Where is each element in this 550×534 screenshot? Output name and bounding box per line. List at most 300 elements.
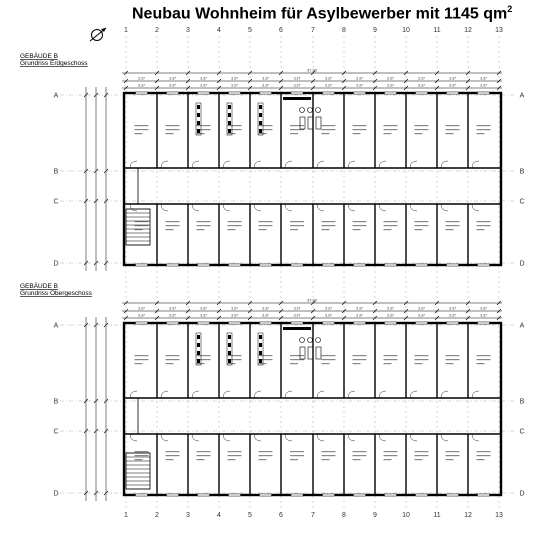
bay-dimension-label: 3.37 bbox=[480, 313, 487, 318]
room-label-mark bbox=[384, 451, 398, 452]
table bbox=[308, 117, 313, 129]
window bbox=[136, 322, 148, 324]
axis-letter-label: C bbox=[53, 198, 59, 206]
bay-dimension-label: 3.37 bbox=[480, 306, 487, 311]
room-label-mark bbox=[228, 225, 242, 226]
room-label-mark bbox=[415, 129, 429, 130]
room-label-mark bbox=[322, 125, 336, 126]
bay-dimension-label: 3.37 bbox=[200, 313, 207, 318]
fixture-mark bbox=[259, 351, 262, 355]
bay-dimension-label: 3.37 bbox=[262, 306, 269, 311]
bay-dimension-label: 3.37 bbox=[293, 76, 301, 81]
window bbox=[229, 322, 241, 324]
axis-letter-label: C bbox=[519, 428, 525, 436]
stair-core bbox=[126, 209, 150, 245]
room-label-mark bbox=[384, 221, 398, 222]
bay-dimension-label: 3.37 bbox=[138, 76, 145, 81]
room-label-mark bbox=[197, 229, 205, 230]
room-label-mark bbox=[322, 359, 336, 360]
room-label-mark bbox=[166, 133, 174, 134]
room-label-mark bbox=[446, 363, 454, 364]
room-label-mark bbox=[228, 355, 242, 356]
room-label-mark bbox=[415, 229, 423, 230]
fixture-mark bbox=[259, 121, 262, 125]
room-label-mark bbox=[322, 455, 336, 456]
room-label-mark bbox=[384, 229, 392, 230]
room-label-mark bbox=[322, 221, 336, 222]
window bbox=[198, 264, 210, 266]
door-swing bbox=[192, 161, 199, 168]
room-label-mark bbox=[197, 125, 211, 126]
window bbox=[478, 494, 490, 496]
fixture-mark bbox=[259, 343, 262, 347]
bay-dimension-label: 3.37 bbox=[200, 306, 207, 311]
window bbox=[323, 92, 335, 94]
window bbox=[229, 494, 241, 496]
axis-number-label: 6 bbox=[279, 512, 283, 519]
bay-dimension-label: 3.37 bbox=[231, 313, 238, 318]
window bbox=[198, 322, 210, 324]
window bbox=[136, 92, 148, 94]
room-label-mark bbox=[166, 455, 180, 456]
door-swing bbox=[348, 161, 355, 168]
door-swing bbox=[192, 434, 199, 441]
room-label-mark bbox=[166, 125, 180, 126]
room-label-mark bbox=[228, 221, 242, 222]
window bbox=[385, 322, 397, 324]
bay-dimension-label: 3.37 bbox=[169, 313, 176, 318]
window bbox=[136, 494, 148, 496]
fixture-mark bbox=[197, 121, 200, 125]
room-label-mark bbox=[166, 229, 174, 230]
room-label-mark bbox=[166, 221, 180, 222]
bay-dimension-label: 3.37 bbox=[325, 313, 332, 318]
table bbox=[316, 347, 321, 359]
door-swing bbox=[130, 391, 137, 398]
room-label-mark bbox=[446, 455, 460, 456]
door-swing bbox=[317, 434, 324, 441]
bay-dimension-label: 3.37 bbox=[356, 313, 363, 318]
room-label-mark bbox=[446, 125, 460, 126]
door-swing bbox=[441, 204, 448, 211]
fixture-mark bbox=[228, 359, 231, 363]
door-swing bbox=[254, 434, 261, 441]
door-swing bbox=[472, 391, 479, 398]
door-swing bbox=[379, 204, 386, 211]
floor-plan-ground-floor bbox=[20, 52, 525, 271]
room-label-mark bbox=[322, 355, 336, 356]
fixture-mark bbox=[197, 113, 200, 117]
window bbox=[198, 494, 210, 496]
room-label-mark bbox=[135, 129, 149, 130]
window bbox=[323, 322, 335, 324]
axis-number-label: 6 bbox=[279, 27, 283, 34]
kitchen-counter bbox=[283, 327, 311, 330]
axis-letter-label: D bbox=[519, 490, 525, 498]
axis-number-label: 9 bbox=[373, 512, 377, 519]
fixture-mark bbox=[197, 335, 200, 339]
axis-letter-label: B bbox=[519, 398, 525, 406]
room-label-mark bbox=[166, 459, 174, 460]
window bbox=[354, 494, 366, 496]
fixture-mark bbox=[228, 121, 231, 125]
door-swing bbox=[254, 204, 261, 211]
bay-dimension-label: 3.37 bbox=[418, 313, 425, 318]
overall-dimension-label: 37.80 bbox=[306, 67, 318, 73]
window bbox=[291, 92, 303, 94]
door-swing bbox=[161, 204, 168, 211]
room-label-mark bbox=[228, 451, 242, 452]
door-swing bbox=[348, 204, 355, 211]
bay-dimension-label: 3.37 bbox=[480, 83, 487, 88]
door-swing bbox=[410, 434, 417, 441]
window bbox=[167, 494, 179, 496]
room-label-mark bbox=[197, 363, 205, 364]
window bbox=[447, 494, 459, 496]
room-label-mark bbox=[446, 229, 454, 230]
room-label-mark bbox=[259, 455, 273, 456]
axis-number-label: 8 bbox=[342, 27, 346, 34]
room-label-mark bbox=[166, 363, 174, 364]
room-label-mark bbox=[477, 455, 491, 456]
room-label-mark bbox=[197, 455, 211, 456]
window bbox=[478, 264, 490, 266]
table bbox=[300, 347, 305, 359]
floor-plan-upper-floor bbox=[20, 282, 525, 501]
door-swing bbox=[223, 204, 230, 211]
door-swing bbox=[379, 434, 386, 441]
room-label-mark bbox=[290, 451, 304, 452]
room-label-mark bbox=[228, 229, 236, 230]
room-label-mark bbox=[477, 451, 491, 452]
room-label-mark bbox=[477, 355, 491, 356]
door-swing bbox=[285, 161, 292, 168]
axis-number-label: 11 bbox=[433, 512, 441, 519]
room-label-mark bbox=[197, 451, 211, 452]
drawing-title: Neubau Wohnheim für Asylbewerber mit 1145 $qm^2$ bbox=[132, 4, 513, 23]
room-label-mark bbox=[135, 363, 143, 364]
room-label-mark bbox=[415, 363, 423, 364]
room-label-mark bbox=[353, 451, 367, 452]
door-swing bbox=[472, 204, 479, 211]
window bbox=[167, 264, 179, 266]
bay-dimension-label: 3.37 bbox=[449, 76, 456, 81]
axis-number-label: 8 bbox=[342, 512, 346, 519]
table-chair bbox=[308, 338, 313, 343]
room-label-mark bbox=[384, 125, 398, 126]
room-label-mark bbox=[353, 125, 367, 126]
room-label-mark bbox=[322, 451, 336, 452]
room-label-mark bbox=[135, 125, 149, 126]
bay-dimension-label: 3.37 bbox=[200, 76, 207, 81]
room-label-mark bbox=[477, 363, 485, 364]
room-label-mark bbox=[290, 229, 298, 230]
room-label-mark bbox=[384, 133, 392, 134]
door-swing bbox=[285, 434, 292, 441]
bay-dimension-label: 3.37 bbox=[138, 306, 145, 311]
bay-dimension-label: 3.37 bbox=[262, 313, 269, 318]
door-swing bbox=[161, 391, 168, 398]
room-label-mark bbox=[166, 451, 180, 452]
window bbox=[260, 322, 272, 324]
window bbox=[416, 264, 428, 266]
room-label-mark bbox=[197, 221, 211, 222]
window bbox=[229, 264, 241, 266]
axis-number-label: 5 bbox=[248, 27, 252, 34]
room-label-mark bbox=[384, 355, 398, 356]
door-swing bbox=[223, 434, 230, 441]
room-label-mark bbox=[353, 225, 367, 226]
fixture-mark bbox=[259, 129, 262, 133]
window bbox=[447, 92, 459, 94]
axis-letter-label: C bbox=[53, 428, 59, 436]
window bbox=[291, 264, 303, 266]
door-swing bbox=[441, 161, 448, 168]
room-label-mark bbox=[259, 363, 267, 364]
door-swing bbox=[472, 161, 479, 168]
room-label-mark bbox=[290, 125, 304, 126]
room-label-mark bbox=[415, 455, 429, 456]
table-chair bbox=[308, 108, 313, 113]
axis-letter-label: D bbox=[53, 490, 59, 498]
fixture-mark bbox=[228, 351, 231, 355]
bay-dimension-label: 3.37 bbox=[387, 76, 394, 81]
bay-dimension-label: 3.37 bbox=[231, 306, 238, 311]
bay-dimension-label: 3.37 bbox=[449, 83, 456, 88]
room-label-mark bbox=[259, 459, 267, 460]
door-swing bbox=[348, 391, 355, 398]
bay-dimension-label: 3.37 bbox=[356, 83, 363, 88]
window bbox=[323, 494, 335, 496]
room-label-mark bbox=[228, 133, 236, 134]
fixture-mark bbox=[197, 105, 200, 109]
room-label-mark bbox=[477, 359, 491, 360]
window bbox=[416, 92, 428, 94]
bay-dimension-label: 3.37 bbox=[262, 83, 269, 88]
room-label-mark bbox=[135, 455, 149, 456]
room-label-mark bbox=[322, 129, 336, 130]
room-label-mark bbox=[290, 133, 298, 134]
axis-letter-label: D bbox=[519, 260, 525, 268]
bay-dimension-label: 3.37 bbox=[449, 313, 456, 318]
room-label-mark bbox=[166, 225, 180, 226]
door-swing bbox=[161, 434, 168, 441]
door-swing bbox=[254, 391, 261, 398]
room-label-mark bbox=[228, 125, 242, 126]
axis-number-label: 7 bbox=[311, 27, 315, 34]
axis-number-row-bottom bbox=[124, 512, 503, 519]
window bbox=[385, 264, 397, 266]
door-swing bbox=[410, 391, 417, 398]
axis-number-label: 4 bbox=[217, 512, 221, 519]
room-label-mark bbox=[290, 225, 304, 226]
room-label-mark bbox=[477, 129, 491, 130]
axis-number-label: 2 bbox=[155, 512, 159, 519]
axis-letter-label: C bbox=[519, 198, 525, 206]
bay-dimension-label: 3.37 bbox=[200, 83, 207, 88]
room-label-mark bbox=[384, 455, 398, 456]
axis-letter-label: A bbox=[519, 92, 525, 100]
room-label-mark bbox=[322, 363, 330, 364]
fixture-mark bbox=[197, 343, 200, 347]
room-label-mark bbox=[353, 221, 367, 222]
room-label-mark bbox=[259, 133, 267, 134]
room-label-mark bbox=[353, 455, 367, 456]
room-label-mark bbox=[322, 459, 330, 460]
window bbox=[478, 322, 490, 324]
door-swing bbox=[317, 204, 324, 211]
axis-number-label: 7 bbox=[311, 512, 315, 519]
fixture-mark bbox=[259, 113, 262, 117]
bay-dimension-label: 3.37 bbox=[231, 83, 238, 88]
window bbox=[291, 322, 303, 324]
axis-number-label: 12 bbox=[464, 512, 472, 519]
window bbox=[260, 494, 272, 496]
door-swing bbox=[130, 204, 137, 211]
room-label-mark bbox=[259, 451, 273, 452]
axis-number-label: 2 bbox=[155, 27, 159, 34]
bay-dimension-label: 3.37 bbox=[387, 313, 394, 318]
axis-number-label: 10 bbox=[402, 27, 410, 34]
room-label-mark bbox=[353, 459, 361, 460]
bay-dimension-label: 3.37 bbox=[418, 76, 425, 81]
table bbox=[300, 117, 305, 129]
room-label-mark bbox=[290, 455, 304, 456]
room-label-mark bbox=[477, 221, 491, 222]
room-label-mark bbox=[322, 133, 330, 134]
axis-number-label: 5 bbox=[248, 512, 252, 519]
bay-dimension-label: 3.37 bbox=[325, 83, 332, 88]
room-label-mark bbox=[353, 129, 367, 130]
room-label-mark bbox=[228, 363, 236, 364]
door-swing bbox=[441, 434, 448, 441]
fixture-mark bbox=[228, 129, 231, 133]
door-swing bbox=[285, 391, 292, 398]
room-label-mark bbox=[166, 129, 180, 130]
room-label-mark bbox=[166, 355, 180, 356]
room-label-mark bbox=[384, 225, 398, 226]
bay-dimension-label: 3.37 bbox=[169, 83, 176, 88]
bay-dimension-label: 3.37 bbox=[138, 83, 145, 88]
bay-dimension-label: 3.37 bbox=[169, 76, 176, 81]
door-swing bbox=[130, 161, 137, 168]
room-label-mark bbox=[477, 459, 485, 460]
room-label-mark bbox=[446, 459, 454, 460]
room-label-mark bbox=[384, 363, 392, 364]
room-label-mark bbox=[290, 459, 298, 460]
room-label-mark bbox=[446, 225, 460, 226]
room-label-mark bbox=[197, 133, 205, 134]
window bbox=[385, 92, 397, 94]
table-chair bbox=[316, 108, 321, 113]
door-swing bbox=[348, 434, 355, 441]
window bbox=[167, 322, 179, 324]
axis-letter-label: B bbox=[53, 168, 59, 176]
room-label-mark bbox=[353, 359, 367, 360]
plan-floor-label: Grundriss Obergeschoss bbox=[20, 290, 92, 297]
window bbox=[260, 92, 272, 94]
door-swing bbox=[130, 434, 137, 441]
window bbox=[136, 264, 148, 266]
window bbox=[416, 322, 428, 324]
plan-building-label: GEBÄUDE B bbox=[20, 53, 58, 60]
room-label-mark bbox=[415, 221, 429, 222]
fixture-mark bbox=[228, 335, 231, 339]
door-swing bbox=[317, 161, 324, 168]
door-swing bbox=[441, 391, 448, 398]
stair-core bbox=[126, 453, 150, 489]
bay-dimension-label: 3.37 bbox=[418, 83, 425, 88]
window bbox=[323, 264, 335, 266]
room-label-mark bbox=[446, 133, 454, 134]
room-label-mark bbox=[415, 359, 429, 360]
room-label-mark bbox=[415, 355, 429, 356]
axis-number-label: 10 bbox=[402, 512, 410, 519]
bay-dimension-label: 3.37 bbox=[231, 76, 238, 81]
room-label-mark bbox=[415, 133, 423, 134]
room-label-mark bbox=[259, 225, 273, 226]
plan-building-label: GEBÄUDE B bbox=[20, 283, 58, 290]
bay-dimension-label: 3.37 bbox=[293, 313, 301, 318]
room-label-mark bbox=[446, 359, 460, 360]
door-swing bbox=[317, 391, 324, 398]
table bbox=[308, 347, 313, 359]
door-swing bbox=[161, 161, 168, 168]
table bbox=[316, 117, 321, 129]
bay-dimension-label: 3.37 bbox=[418, 306, 425, 311]
bay-dimension-label: 3.37 bbox=[293, 83, 301, 88]
room-label-mark bbox=[353, 355, 367, 356]
door-swing bbox=[410, 161, 417, 168]
axis-number-label: 1 bbox=[124, 27, 128, 34]
axis-number-label: 12 bbox=[464, 27, 472, 34]
bay-dimension-label: 3.37 bbox=[387, 83, 394, 88]
window bbox=[385, 494, 397, 496]
fixture-mark bbox=[197, 129, 200, 133]
room-label-mark bbox=[259, 221, 273, 222]
axis-number-label: 13 bbox=[495, 512, 503, 519]
axis-letter-label: A bbox=[53, 92, 59, 100]
bay-dimension-label: 3.37 bbox=[138, 313, 145, 318]
room-label-mark bbox=[290, 355, 304, 356]
bay-dimension-label: 3.37 bbox=[293, 306, 301, 311]
room-label-mark bbox=[353, 229, 361, 230]
room-label-mark bbox=[415, 225, 429, 226]
door-swing bbox=[223, 161, 230, 168]
axis-number-label: 3 bbox=[186, 512, 190, 519]
axis-letter-label: A bbox=[519, 322, 525, 330]
room-label-mark bbox=[446, 221, 460, 222]
door-swing bbox=[379, 161, 386, 168]
door-swing bbox=[410, 204, 417, 211]
bay-dimension-label: 3.37 bbox=[356, 306, 363, 311]
plan-floor-label: Grundriss Erdgeschoss bbox=[20, 60, 88, 67]
room-label-mark bbox=[228, 459, 236, 460]
bay-dimension-label: 3.37 bbox=[169, 306, 176, 311]
room-label-mark bbox=[477, 225, 491, 226]
door-swing bbox=[379, 391, 386, 398]
room-label-mark bbox=[259, 125, 273, 126]
room-label-mark bbox=[415, 125, 429, 126]
fixture-mark bbox=[259, 105, 262, 109]
bay-dimension-label: 3.37 bbox=[356, 76, 363, 81]
room-label-mark bbox=[384, 359, 398, 360]
door-swing bbox=[254, 161, 261, 168]
fixture-mark bbox=[228, 113, 231, 117]
room-label-mark bbox=[353, 133, 361, 134]
room-label-mark bbox=[197, 355, 211, 356]
room-label-mark bbox=[322, 229, 330, 230]
